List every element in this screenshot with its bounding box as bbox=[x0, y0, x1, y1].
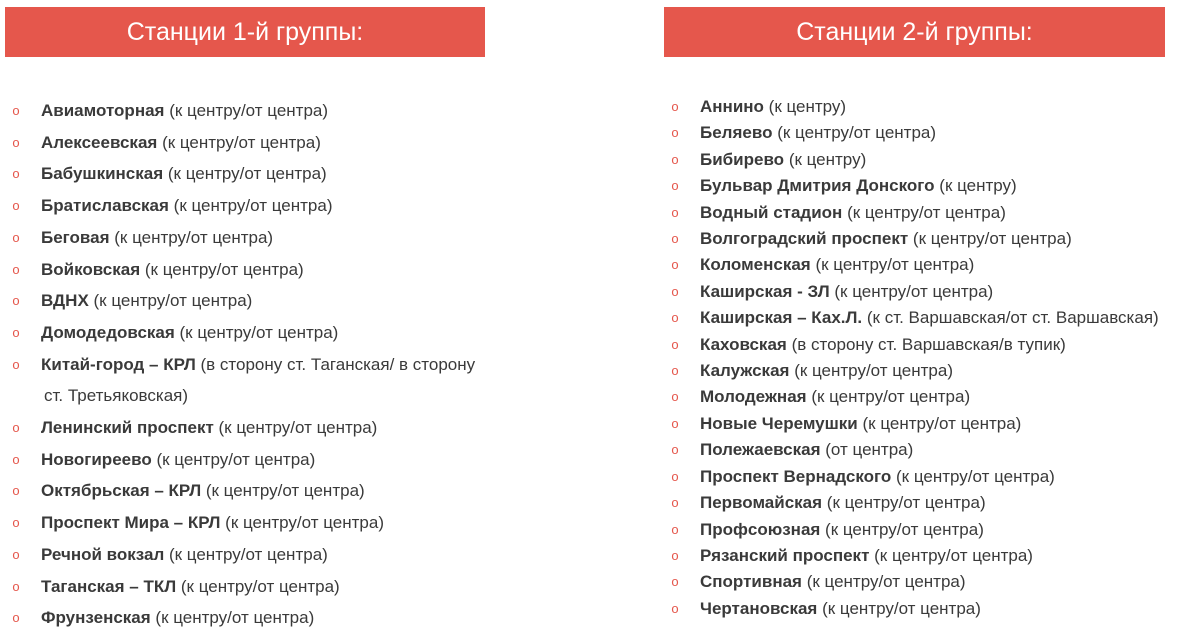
station-direction-note: (к центру/от центра) bbox=[794, 361, 954, 381]
list-bullet-icon: o bbox=[12, 515, 20, 531]
station-list-item bbox=[669, 120, 1199, 146]
station-list-item bbox=[669, 226, 1199, 252]
list-bullet-icon: o bbox=[12, 229, 20, 245]
list-bullet-icon: o bbox=[671, 204, 679, 220]
station-direction-note-continued: ст. Третьяковская) bbox=[44, 386, 189, 406]
list-bullet-icon: o bbox=[671, 151, 679, 167]
station-name: Новогиреево bbox=[41, 449, 152, 469]
list-bullet-icon: o bbox=[671, 336, 679, 352]
list-bullet-icon: o bbox=[12, 261, 20, 277]
list-bullet-icon: o bbox=[12, 356, 20, 372]
station-list-item bbox=[669, 332, 1199, 358]
station-name: Октябрьская – КРЛ bbox=[41, 481, 202, 501]
group-1-title: Станции 1-й группы: bbox=[126, 17, 364, 46]
list-bullet-icon: o bbox=[12, 103, 20, 118]
station-direction-note: (к центру) bbox=[768, 97, 847, 116]
station-list-item bbox=[10, 444, 570, 476]
station-name: Профсоюзная bbox=[700, 519, 821, 539]
list-bullet-icon: o bbox=[12, 293, 20, 309]
station-direction-note: (к центру/от центра) bbox=[169, 101, 329, 120]
list-bullet-icon: o bbox=[671, 283, 679, 299]
station-list-item bbox=[10, 95, 570, 127]
station-name: Рязанский проспект bbox=[700, 545, 870, 565]
station-name: Ленинский проспект bbox=[41, 418, 214, 438]
list-bullet-icon: o bbox=[671, 468, 679, 484]
list-bullet-icon: o bbox=[671, 495, 679, 511]
station-list-item bbox=[669, 279, 1199, 305]
station-name: Беговая bbox=[41, 227, 110, 247]
station-list-item bbox=[669, 94, 1199, 120]
station-list-item bbox=[669, 173, 1199, 199]
station-direction-note: (к центру/от центра) bbox=[167, 164, 327, 184]
station-list-item bbox=[10, 190, 570, 222]
station-name: Бабушкинская bbox=[41, 164, 164, 184]
list-bullet-icon: o bbox=[671, 442, 679, 458]
list-bullet-icon: o bbox=[12, 198, 20, 214]
station-direction-note: (к центру/от центра) bbox=[825, 519, 984, 539]
station-name: Проспект Мира – КРЛ bbox=[41, 513, 221, 533]
station-direction-note: (к центру/от центра) bbox=[205, 481, 365, 501]
station-list-item bbox=[669, 200, 1199, 226]
station-name: Бибирево bbox=[700, 149, 785, 169]
station-direction-note: (в сторону ст. Таганская/ в сторону bbox=[200, 354, 476, 374]
list-bullet-icon: o bbox=[671, 574, 679, 590]
station-direction-note: (к центру/от центра) bbox=[822, 598, 981, 618]
station-name: ВДНХ bbox=[41, 291, 89, 311]
group-2-title-banner bbox=[664, 7, 1165, 57]
station-name: Чертановская bbox=[700, 598, 818, 618]
station-name: Таганская – ТКЛ bbox=[41, 576, 177, 596]
station-line-1 bbox=[41, 349, 541, 381]
station-direction-note: (к центру/от центра) bbox=[180, 576, 340, 596]
station-direction-note: (к центру/от центра) bbox=[896, 466, 1055, 486]
station-direction-note: (к центру/от центра) bbox=[162, 132, 321, 152]
list-bullet-icon: o bbox=[12, 578, 20, 594]
station-list-item bbox=[10, 349, 541, 412]
station-direction-note: (к центру/от центра) bbox=[834, 281, 994, 301]
station-direction-note: (в сторону ст. Варшавская/в тупик) bbox=[791, 334, 1066, 354]
station-list-item bbox=[669, 305, 1199, 331]
station-list-item bbox=[10, 571, 570, 603]
station-direction-note: (к центру/от центра) bbox=[114, 227, 274, 247]
station-name: Братиславская bbox=[41, 196, 169, 216]
station-direction-note: (к центру/от центра) bbox=[826, 493, 986, 513]
station-list-item bbox=[669, 358, 1199, 384]
station-name: Алексеевская bbox=[41, 132, 158, 152]
station-list-item bbox=[10, 285, 570, 317]
list-bullet-icon: o bbox=[671, 125, 679, 141]
station-name: Калужская bbox=[700, 361, 790, 381]
list-bullet-icon: o bbox=[12, 134, 20, 150]
station-name: Молодежная bbox=[700, 387, 807, 407]
station-direction-note: (к центру/от центра) bbox=[218, 418, 378, 438]
station-list-item bbox=[10, 412, 570, 444]
station-direction-note: (от центра) bbox=[825, 440, 914, 460]
station-list-item bbox=[10, 222, 570, 254]
station-direction-note: (к центру/от центра) bbox=[225, 513, 384, 533]
station-direction-note: (к центру/от центра) bbox=[156, 449, 316, 469]
list-bullet-icon: o bbox=[671, 99, 679, 114]
station-direction-note: (к центру/от центра) bbox=[806, 572, 966, 592]
station-name: Бульвар Дмитрия Донского bbox=[700, 176, 935, 196]
station-list-item bbox=[669, 252, 1199, 278]
list-bullet-icon: o bbox=[12, 610, 20, 626]
station-list-item bbox=[10, 507, 570, 539]
station-name: Спортивная bbox=[700, 572, 802, 592]
station-list-item bbox=[10, 317, 570, 349]
list-bullet-icon: o bbox=[12, 420, 20, 436]
station-direction-note: (к центру/от центра) bbox=[168, 544, 328, 564]
station-list-item bbox=[669, 147, 1199, 173]
station-name: Волгоградский проспект bbox=[700, 229, 909, 249]
station-direction-note: (к центру/от центра) bbox=[811, 387, 971, 407]
station-name: Домодедовская bbox=[41, 322, 175, 342]
station-direction-note: (к центру/от центра) bbox=[777, 123, 937, 143]
station-list-item bbox=[10, 158, 570, 190]
list-bullet-icon: o bbox=[671, 363, 679, 379]
station-direction-note: (к центру) bbox=[939, 176, 1017, 196]
station-name: Новые Черемушки bbox=[700, 413, 858, 433]
station-name: Фрунзенская bbox=[41, 608, 151, 628]
list-bullet-icon: o bbox=[671, 257, 679, 273]
list-bullet-icon: o bbox=[671, 521, 679, 537]
station-name: Войковская bbox=[41, 259, 141, 279]
list-bullet-icon: o bbox=[12, 166, 20, 182]
list-bullet-icon: o bbox=[12, 483, 20, 499]
station-name: Аннино bbox=[700, 97, 764, 116]
station-list-item bbox=[10, 127, 570, 159]
group-2-title: Станции 2-й группы: bbox=[796, 17, 1033, 46]
list-bullet-icon: o bbox=[671, 389, 679, 405]
station-direction-note: (к ст. Варшавская/от ст. Варшавская) bbox=[866, 308, 1159, 328]
station-list-item bbox=[669, 437, 1199, 463]
station-list-item bbox=[669, 517, 1199, 543]
station-direction-note: (к центру/от центра) bbox=[862, 413, 1022, 433]
station-direction-note: (к центру/от центра) bbox=[155, 608, 315, 628]
station-name: Полежаевская bbox=[700, 440, 821, 460]
list-bullet-icon: o bbox=[12, 546, 20, 562]
group-1-title-banner bbox=[5, 7, 485, 57]
group-2-station-list bbox=[669, 94, 1199, 622]
station-direction-note: (к центру/от центра) bbox=[144, 259, 304, 279]
station-list-item bbox=[10, 254, 570, 286]
station-direction-note: (к центру) bbox=[788, 149, 867, 169]
station-direction-note: (к центру/от центра) bbox=[93, 291, 253, 311]
station-name: Коломенская bbox=[700, 255, 811, 275]
station-list-item bbox=[669, 384, 1199, 410]
station-name: Каширская – Ках.Л. bbox=[700, 308, 863, 328]
station-list-item bbox=[669, 490, 1199, 516]
station-direction-note: (к центру/от центра) bbox=[179, 322, 339, 342]
station-direction-note: (к центру/от центра) bbox=[847, 202, 1006, 222]
station-name: Проспект Вернадского bbox=[700, 466, 892, 486]
station-name: Китай-город – КРЛ bbox=[41, 354, 196, 374]
station-list-item bbox=[10, 475, 570, 507]
station-list-item bbox=[10, 602, 570, 634]
list-bullet-icon: o bbox=[12, 324, 20, 340]
station-list-item bbox=[669, 543, 1199, 569]
station-list-item bbox=[10, 539, 570, 571]
list-bullet-icon: o bbox=[12, 451, 20, 467]
station-name: Каширская - ЗЛ bbox=[700, 281, 830, 301]
list-bullet-icon: o bbox=[671, 547, 679, 563]
list-bullet-icon: o bbox=[671, 231, 679, 247]
list-bullet-icon: o bbox=[671, 310, 679, 326]
station-name: Каховская bbox=[700, 334, 787, 354]
station-name: Первомайская bbox=[700, 493, 823, 513]
station-name: Речной вокзал bbox=[41, 544, 165, 564]
list-bullet-icon: o bbox=[671, 415, 679, 431]
group-1-station-list bbox=[10, 95, 570, 634]
station-direction-note: (к центру/от центра) bbox=[874, 545, 1033, 565]
station-name: Беляево bbox=[700, 123, 773, 143]
station-list-item bbox=[669, 411, 1199, 437]
list-bullet-icon: o bbox=[671, 600, 679, 616]
station-list-item bbox=[669, 464, 1199, 490]
station-name: Авиамоторная bbox=[41, 101, 165, 120]
station-direction-note: (к центру/от центра) bbox=[912, 229, 1072, 249]
station-list-item bbox=[669, 569, 1199, 595]
station-list-item bbox=[669, 596, 1199, 622]
station-direction-note: (к центру/от центра) bbox=[173, 196, 333, 216]
list-bullet-icon: o bbox=[671, 178, 679, 194]
station-name: Водный стадион bbox=[700, 202, 843, 222]
station-direction-note: (к центру/от центра) bbox=[815, 255, 975, 275]
